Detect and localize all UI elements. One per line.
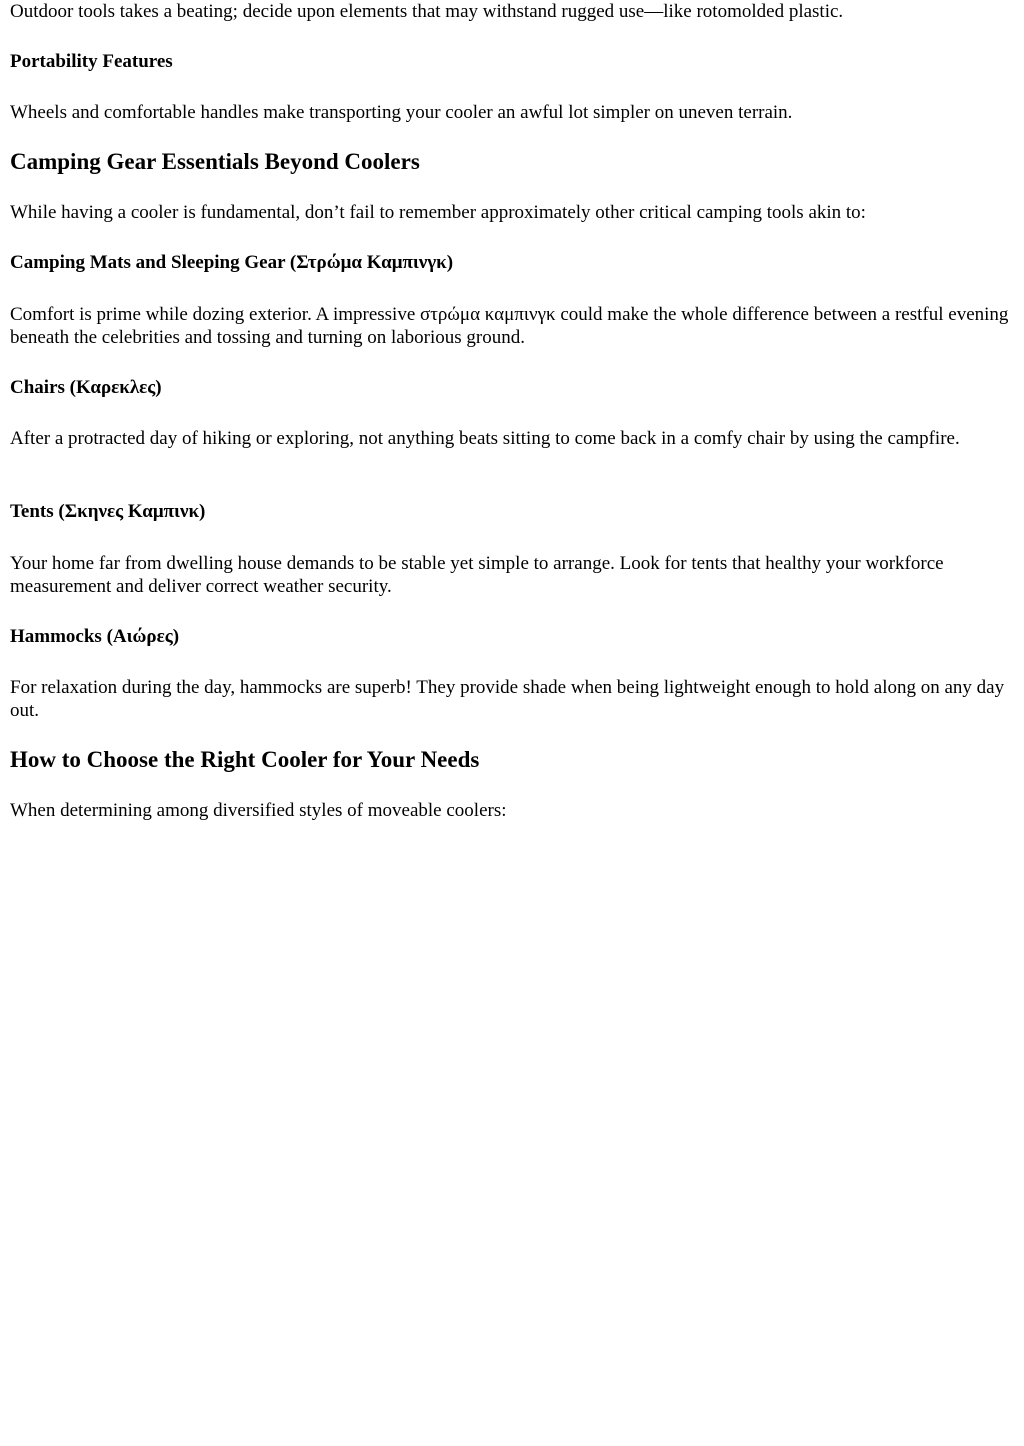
paragraph-camping-mats: Comfort is prime while dozing exterior. A impressive στρώμα καμπινγκ could make the whole difference between a restful evening beneath the celebrities and tossing and turning on laborious ground. xyxy=(10,304,1009,348)
heading-tents: Tents (Σκηνες Καμπινκ) xyxy=(10,501,206,522)
paragraph-portability: Wheels and comfortable handles make transporting your cooler an awful lot simpler on uneven terrain. xyxy=(10,102,793,123)
paragraph-tents: Your home far from dwelling house demands to be stable yet simple to arrange. Look for tents that healthy your workforce measurement and deliver correct weather security. xyxy=(10,553,944,597)
paragraph-durability: Outdoor tools takes a beating; decide upon elements that may withstand rugged use—like rotomolded plastic. xyxy=(10,1,844,22)
paragraph-camping-gear-intro: While having a cooler is fundamental, don’t fail to remember approximately other critical camping tools akin to: xyxy=(10,202,866,223)
heading-camping-mats: Camping Mats and Sleeping Gear (Στρώμα Καμπινγκ) xyxy=(10,252,454,273)
heading-portability-features: Portability Features xyxy=(10,51,173,72)
paragraph-choose-cooler-intro: When determining among diversified styles of moveable coolers: xyxy=(10,800,507,821)
heading-chairs: Chairs (Καρεκλες) xyxy=(10,377,162,398)
heading-camping-gear-essentials: Camping Gear Essentials Beyond Coolers xyxy=(10,149,420,174)
paragraph-chairs: After a protracted day of hiking or exploring, not anything beats sitting to come back in a comfy chair by using the campfire. xyxy=(10,428,960,449)
paragraph-hammocks: For relaxation during the day, hammocks are superb! They provide shade when being lightweight enough to hold along on any day out. xyxy=(10,677,1005,721)
heading-hammocks: Hammocks (Αιώρες) xyxy=(10,626,180,647)
heading-choose-right-cooler: How to Choose the Right Cooler for Your Needs xyxy=(10,747,480,772)
